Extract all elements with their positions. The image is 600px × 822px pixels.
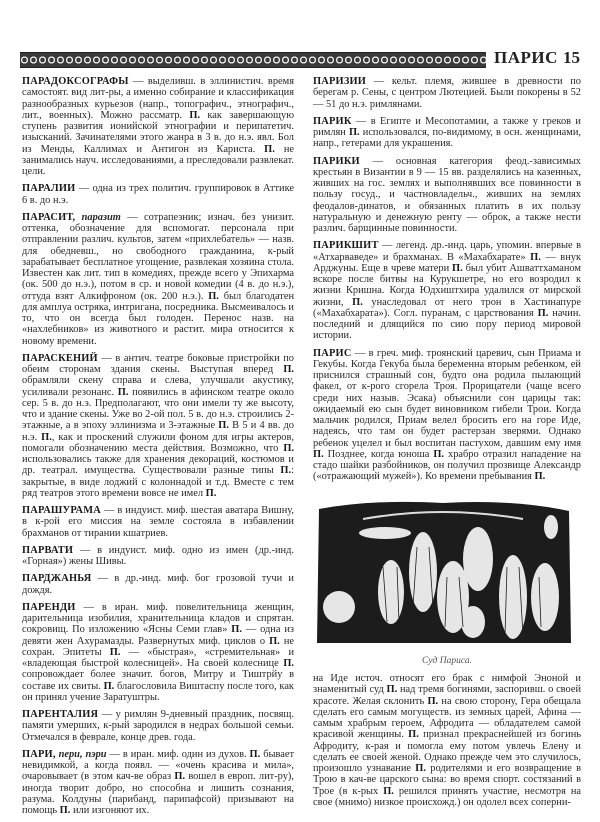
entry-headword: ПАРАДОКСОГРАФЫ [22, 76, 129, 87]
abbrev-headword: П. [41, 431, 52, 443]
dictionary-entry: ПАРВАТИ — в индуист. миф. одно из имен (др.-инд. «Горная») жены Шивы. [22, 544, 294, 567]
abbrev-headword: П. [208, 290, 219, 302]
entry-body: основная категория феод.-зависимых крестьян в Византии в 9 — 15 вв. разделялись на казенных, живших на гос. землях и выполнявших все повинности в пользу госуд., и частновладельч., живших на землях феодалов-динатов, и обязанных платить в их пользу натуральную и денежную ренту — оброк, а также нести различ. барщинные повинности. [313, 155, 581, 234]
abbrev-headword: П. [427, 695, 439, 707]
dictionary-entry: ПАРАШУРАМА — в индуист. миф. шестая аватара Вишну, в к-рой его миссия на земле состояла в избавлении брахманов от тирании кшатриев. [22, 505, 295, 539]
entry-headword: ПАРИЗИИ [313, 76, 367, 87]
entry-headword: ПАРИС [313, 347, 352, 359]
entry-headword: ПАРИКИ [313, 155, 360, 167]
left-column [22, 76, 294, 822]
abbrev-headword: П. [433, 448, 445, 460]
entry-body: в индуист. миф. шестая аватара Вишну, в к-рой его миссия на земле состояла в избавлении брахманов от тирании кшатриев. [22, 505, 295, 539]
abbrev-headword: П. [280, 465, 292, 477]
abbrev-headword: П. [59, 805, 71, 816]
entry-headword: ПАРАСКЕНИЙ [22, 352, 98, 364]
entry-body: в антич. театре боковые пристройки по обеим сторонам здания скены. Выступая вперед П. обрамляли скену справа и слева, улучшали акустику, усиливали резонанс. П. появились в афинском театре около сер. 5 в. до н.э. Предполагают, что они имели ту же высоту, что и здание скены. Уже во 2-ой пол. 5 в. до н.э. строились 2-этажные, а в эпоху эллинизма и 3-этажные П. В 5 и 4 вв. до н.э. П., как и проскений служили фоном для игры актеров, помогали обозначению места действия. Возможно, что П. использовались также для хранения декораций, костюмов и др. театрал. имущества. Существовали разные типы П.: закрытые, в виде лоджий с колоннадой и т.д. Вместе с тем ряд театров этого времени вовсе не имел П. [22, 352, 294, 499]
entry-body: легенд. др.-инд. царь, упомин. впервые в «Атхарваведе» и брахманах. В «Махабхарате» П. — внук Арджуны. Еще в чреве матери П. был убит Ашваттхаманом вскоре после битвы на Курукшетре, но его возродил к жизни Кришна. Когда Юдхиштхира удалился от мирской жизни, П. унаследовал от него трон в Хастинапуре («Махабхарата»). Согл. пуранам, с царствования П. начин. последний и длящийся по сию пору период мировой истории. [313, 240, 581, 342]
entry-body: в греч. миф. троянский царевич, сын Приама и Гекубы. Когда Гекуба была беременна вторым ребенком, ей приснился страшный сон, будто она родила пылающий факел, от к-рого сгорела Троя. Прорицатели (чаще всего среди них назыв. Эсака) объяснили сон царицы так: ожидаемый ею сын будет виновником гибели Трои. Когда мальчик родился, Приам велел бросить его на горе Иде, надеясь, что там он будет растерзан зверями. Однако ребенок уцелел и был воспитан пастухом, давшим ему имя П. Позднее, когда юноша П. храбро отразил нападение на стадо шайки разбойников, он получил прозвище Александр («отражающий мужей»). Ко времени пребывания П. [313, 347, 581, 483]
dictionary-entry: ПАРИЗИИ — кельт. племя, жившее в древности по берегам р. Сены, с центром Лютецией. Были покорены в 52 — 51 до н.э. римлянами. [313, 76, 581, 110]
dictionary-entry: ПАРДЖАНЬЯ — в др.-инд. миф. бог грозовой тучи и дождя. [22, 573, 294, 596]
dictionary-entry: ПАРИК — в Египте и Месопотамии, а также у греков и римлян П. использовался, по-видимому, в осн. женщинами, напр., гетерами для украшения. [313, 115, 581, 150]
abbrev-headword: П. [218, 420, 229, 432]
entry-headword: ПАРАШУРАМА [22, 505, 101, 516]
entry-variant: паразит [81, 211, 121, 223]
entry-body: в Египте и Месопотамии, а также у греков и римлян П. использовался, по-видимому, в осн. женщинами, напр., гетерами для украшения. [313, 115, 581, 150]
dictionary-entry: ПАРИС — в греч. миф. троянский царевич, сын Приама и Гекубы. Когда Гекуба была беременна вторым ребенком, ей приснился страшный сон, будто она родила пылающий факел, от к-рого сгорела Троя. Прорицатели (чаще всего среди них назыв. Эсака) объяснили сон царицы так: ожидаемый ею сын будет виновником гибели Трои. Когда мальчик родился, Приам велел бросить его на горе Иде, надеясь, что там он будет растерзан зверями. Однако ребенок уцелел и был воспитан пастухом, давшим ему имя П. Позднее, когда юноша П. храбро отразил нападение на стадо шайки разбойников, он получил прозвище Александр («отражающий мужей»). Ко времени пребывания П. [313, 347, 581, 483]
abbrev-headword: П. [537, 307, 549, 319]
entry-headword: ПАРВАТИ [22, 544, 74, 556]
abbrev-headword: П. [383, 785, 394, 797]
page-number: 15 [563, 48, 580, 67]
abbrev-headword: П. [534, 471, 546, 483]
running-head: ПАРИС [494, 48, 558, 67]
dictionary-entry: ПАРИКИ — основная категория феод.-зависимых крестьян в Византии в 9 — 15 вв. разделялись на казенных, живших на гос. землях и выполнявших все повинности в пользу госуд., и частновладельч., живших на землях феодалов-динатов, и обязанных платить в их пользу натуральную и денежную ренту — оброк, а также нести различ. барщинные повинности. [313, 155, 581, 234]
entry-body: кельт. племя, жившее в древности по берегам р. Сены, с центром Лютецией. Были покорены в 52 — 51 до н.э. римлянами. [313, 76, 581, 110]
abbrev-headword: П. [249, 748, 261, 760]
entry-body: одна из трех политич. группировок в Аттике 6 в. до н.э. [22, 183, 294, 206]
abbrev-headword: П. [174, 771, 186, 783]
dictionary-entry: ПАРАСКЕНИЙ — в антич. театре боковые пристройки по обеим сторонам здания скены. Выступая вперед П. обрамляли скену справа и слева, улучшали акустику, усиливали резонанс. П. появились в афинском театре около сер. 5 в. до н.э. Предполагают, что они имели ту же высоту, что и здание скены. Уже во 2-ой пол. 5 в. до н.э. строились 2-этажные, а в эпоху эллинизма и 3-этажные П. В 5 и 4 вв. до н.э. П., как и проскений служили фоном для игры актеров, помогали обозначению места действия. Возможно, что П. использовались также для хранения декораций, костюмов и др. театрал. имущества. Существовали разные типы П.: закрытые, в виде лоджий с колоннадой и т.д. Вместе с тем ряд театров этого времени вовсе не имел П. [22, 352, 294, 499]
figure-caption: Суд Париса. [422, 655, 472, 666]
abbrev-headword: П. [231, 624, 242, 636]
abbrev-headword: П. [348, 127, 360, 138]
abbrev-headword: П. [386, 684, 398, 696]
entry-headword: ПАРАСИТ, [22, 211, 76, 223]
abbrev-headword: П. [269, 635, 280, 647]
abbrev-headword: П. [283, 658, 294, 669]
right-column [313, 76, 581, 814]
abbrev-headword: П. [313, 448, 324, 460]
entry-body: в иран. миф. повелительница женщин, дарительница изобилия, хранительница кладов и спрятан. сокровищ. По изложению «Ясны Семи глав» П. — одна из девяти жен Ахурамазды. Развернутых миф. циклов о П. не сохран. Эпитеты П. — «быстрая», «стремительная» и «владеющая быстрой колесницей». На своей колеснице П. сопровождает более значит. богов, Митру и Тиштрйу в составе их свиты. П. благословила Виштаспу после того, как он принял учение Заратуштры. [22, 601, 295, 703]
entry-headword: ПАРИК [313, 115, 352, 127]
entry-headword: ПАРИКШИТ [313, 240, 379, 252]
greek-wave-ornament-border [20, 52, 486, 68]
entry-headword: ПАРЕНДИ [22, 601, 76, 613]
abbrev-headword: П. [283, 442, 294, 454]
entry-body: сотрапезник; изнач. без унизит. оттенка, обозначение для вспомогат. персонала при отправлении различ. культов, затем «прихлебатель» — назв. для обедневш., но свободного гражданина, к-рый зарабатывает бесплатное угощение, развлекая хозяина стола. Известен как лит. тип в комедиях, прежде всего у Эпихарма (ок. 500 до н.э.), потом в ср. и новой комедии (4 в. до н.э.), оттуда взят Алкифроном (ок. 200 н.э.). П. был благодатен для амплуа остряка, интригана, посредника. Высмеивалось и то, что он всегда был голоден. Перенос назв. на «нахлебников» из животного и растит. мира относится к новому времени. [22, 211, 294, 347]
abbrev-headword: П. [452, 262, 463, 274]
dictionary-entry: ПАРЕНТАЛИЯ — у римлян 9-дневный праздник, посвящ. памяти умерших, к-рый зародился в недрах большой семьи. Отмечался в феврале, конце древ. года. [22, 709, 294, 743]
abbrev-headword: П. [109, 646, 121, 658]
abbrev-headword: П. [189, 109, 201, 121]
entry-headword: ПАРЕНТАЛИЯ [22, 709, 99, 720]
abbrev-headword: П. [103, 680, 115, 692]
entry-headword: ПАРДЖАНЬЯ [22, 573, 92, 585]
abbrev-headword: П. [283, 364, 294, 375]
dictionary-entry: ПАРАЛИИ — одна из трех политич. группировок в Аттике 6 в. до н.э. [22, 183, 294, 206]
entry-body: в индуист. миф. одно из имен (др.-инд. «Горная») жены Шивы. [22, 544, 294, 567]
abbrev-headword: П. [530, 251, 541, 263]
entry-continuation: на Иде источ. относят его брак с нимфой Эноной и знаменитый суд П. над тремя богинями, заспоривш. о своей красоте. Желая склонить П. на свою сторону, Гера обещала сделать его самым могуществ. из земных царей, Афина — самым храбрым героем, Афродита — обладателем самой красивой женщины. П. признал прекраснейшей из богинь Афродиту, к-рая и помогла ему потом увлечь Елену и сделать ее своей женой. Однако прежде чем это случилось, произошло узнавание П. родителями и его возвращение в Трою в кач-ве царского сына: во время спорт. состязаний в Трое (в к-рых П. решился принять участие, несмотря на свое (мнимо) низкое происхожд.) он одолел всех соперни- [313, 673, 582, 808]
dictionary-entry: ПАРИ, пери, пэри — в иран. миф. один из духов. П. бывает невидимкой, а когда появл. — «очень красива и мила», очаровывает (в этом кач-ве образ П. вошел в европ. лит-ру), иногда творит добро, но способна и лишить сознания, разума. Колдуны (парибанд, парипафсой) призывают на помощь П. или изгоняют их. [22, 748, 294, 816]
abbrev-headword: П. [352, 296, 363, 308]
entry-body: у римлян 9-дневный праздник, посвящ. памяти умерших, к-рый зародился в недрах большой семьи. Отмечался в феврале, конце древ. года. [22, 709, 294, 743]
abbrev-headword: П. [205, 487, 217, 499]
dictionary-entry: ПАРАСИТ, паразит — сотрапезник; изнач. без унизит. оттенка, обозначение для вспомогат. персонала при отправлении различ. культов, затем «прихлебатель» — назв. для обедневш., но свободного гражданина, к-рый зарабатывает бесплатное угощение, развлекая хозяина стола. Известен как лит. тип в комедиях, прежде всего у Эпихарма (ок. 500 до н.э.), потом в ср. и новой комедии (4 в. до н.э.), оттуда взят Алкифроном (ок. 200 н.э.). П. был благодатен для амплуа остряка, интригана, посредника. Высмеивалось и то, что он всегда был голоден. Перенос назв. на «нахлебников» из животного и растит. мира относится к новому времени. [22, 211, 294, 347]
entry-variant: пери, пэри [58, 748, 107, 760]
entry-headword: ПАРАЛИИ [22, 183, 76, 195]
judgement-of-paris-illustration [313, 497, 573, 647]
abbrev-headword: П. [408, 729, 419, 741]
dictionary-entry: ПАРИКШИТ — легенд. др.-инд. царь, упомин. впервые в «Атхарваведе» и брахманах. В «Махабхарате» П. — внук Арджуны. Еще в чреве матери П. был убит Ашваттхаманом вскоре после битвы на Курукшетре, но его возродил к жизни Кришна. Когда Юдхиштхира удалился от мирской жизни, П. унаследовал от него трон в Хастинапуре («Махабхарата»). Согл. пуранам, с царствования П. начин. последний и длящийся по сию пору период мировой истории. [313, 240, 581, 342]
entry-body: выделивш. в эллинистич. время самостоят. вид лит-ры, а именно собирание и классификация разнообразных курьезов (напр., топографич., этнографич., лит., военных). Можно рассматр. П. как завершающую ступень развития ионийской этнографии и перипатетич. изысканий. Зачинателями этого жанра в 3 в. до н.э. явл. Бол из Менды, Каллимах и Антигон из Кариста. П. не занимались науч. исследованиями, а преследовали развлекат. цели. [22, 76, 294, 177]
abbrev-headword: П. [264, 143, 275, 155]
entry-body: в др.-инд. миф. бог грозовой тучи и дождя. [22, 573, 294, 596]
abbrev-headword: П. [415, 763, 426, 774]
dictionary-entry: ПАРАДОКСОГРАФЫ — выделивш. в эллинистич. время самостоят. вид лит-ры, а именно собирание и классификация разнообразных курьезов (напр., топографич., этнографич., лит., военных). Можно рассматр. П. как завершающую ступень развития ионийской этнографии и перипатетич. изысканий. Зачинателями этого жанра в 3 в. до н.э. явл. Бол из Менды, Каллимах и Антигон из Кариста. П. не занимались науч. исследованиями, а преследовали развлекат. цели. [22, 76, 294, 177]
abbrev-headword: П. [117, 386, 129, 398]
dictionary-entry: ПАРЕНДИ — в иран. миф. повелительница женщин, дарительница изобилия, хранительница кладов и спрятан. сокровищ. По изложению «Ясны Семи глав» П. — одна из девяти жен Ахурамазды. Развернутых миф. циклов о П. не сохран. Эпитеты П. — «быстрая», «стремительная» и «владеющая быстрой колесницей». На своей колеснице П. сопровождает более значит. богов, Митру и Тиштрйу в составе их свиты. П. благословила Виштаспу после того, как он принял учение Заратуштры. [22, 601, 295, 703]
entry-headword: ПАРИ, [22, 748, 56, 760]
entry-body: в иран. миф. один из духов. П. бывает невидимкой, а когда появл. — «очень красива и мила», очаровывает (в этом кач-ве образ П. вошел в европ. лит-ру), иногда творит добро, но способна и лишить сознания, разума. Колдуны (парибанд, парипафсой) призывают на помощь П. или изгоняют их. [22, 748, 294, 816]
